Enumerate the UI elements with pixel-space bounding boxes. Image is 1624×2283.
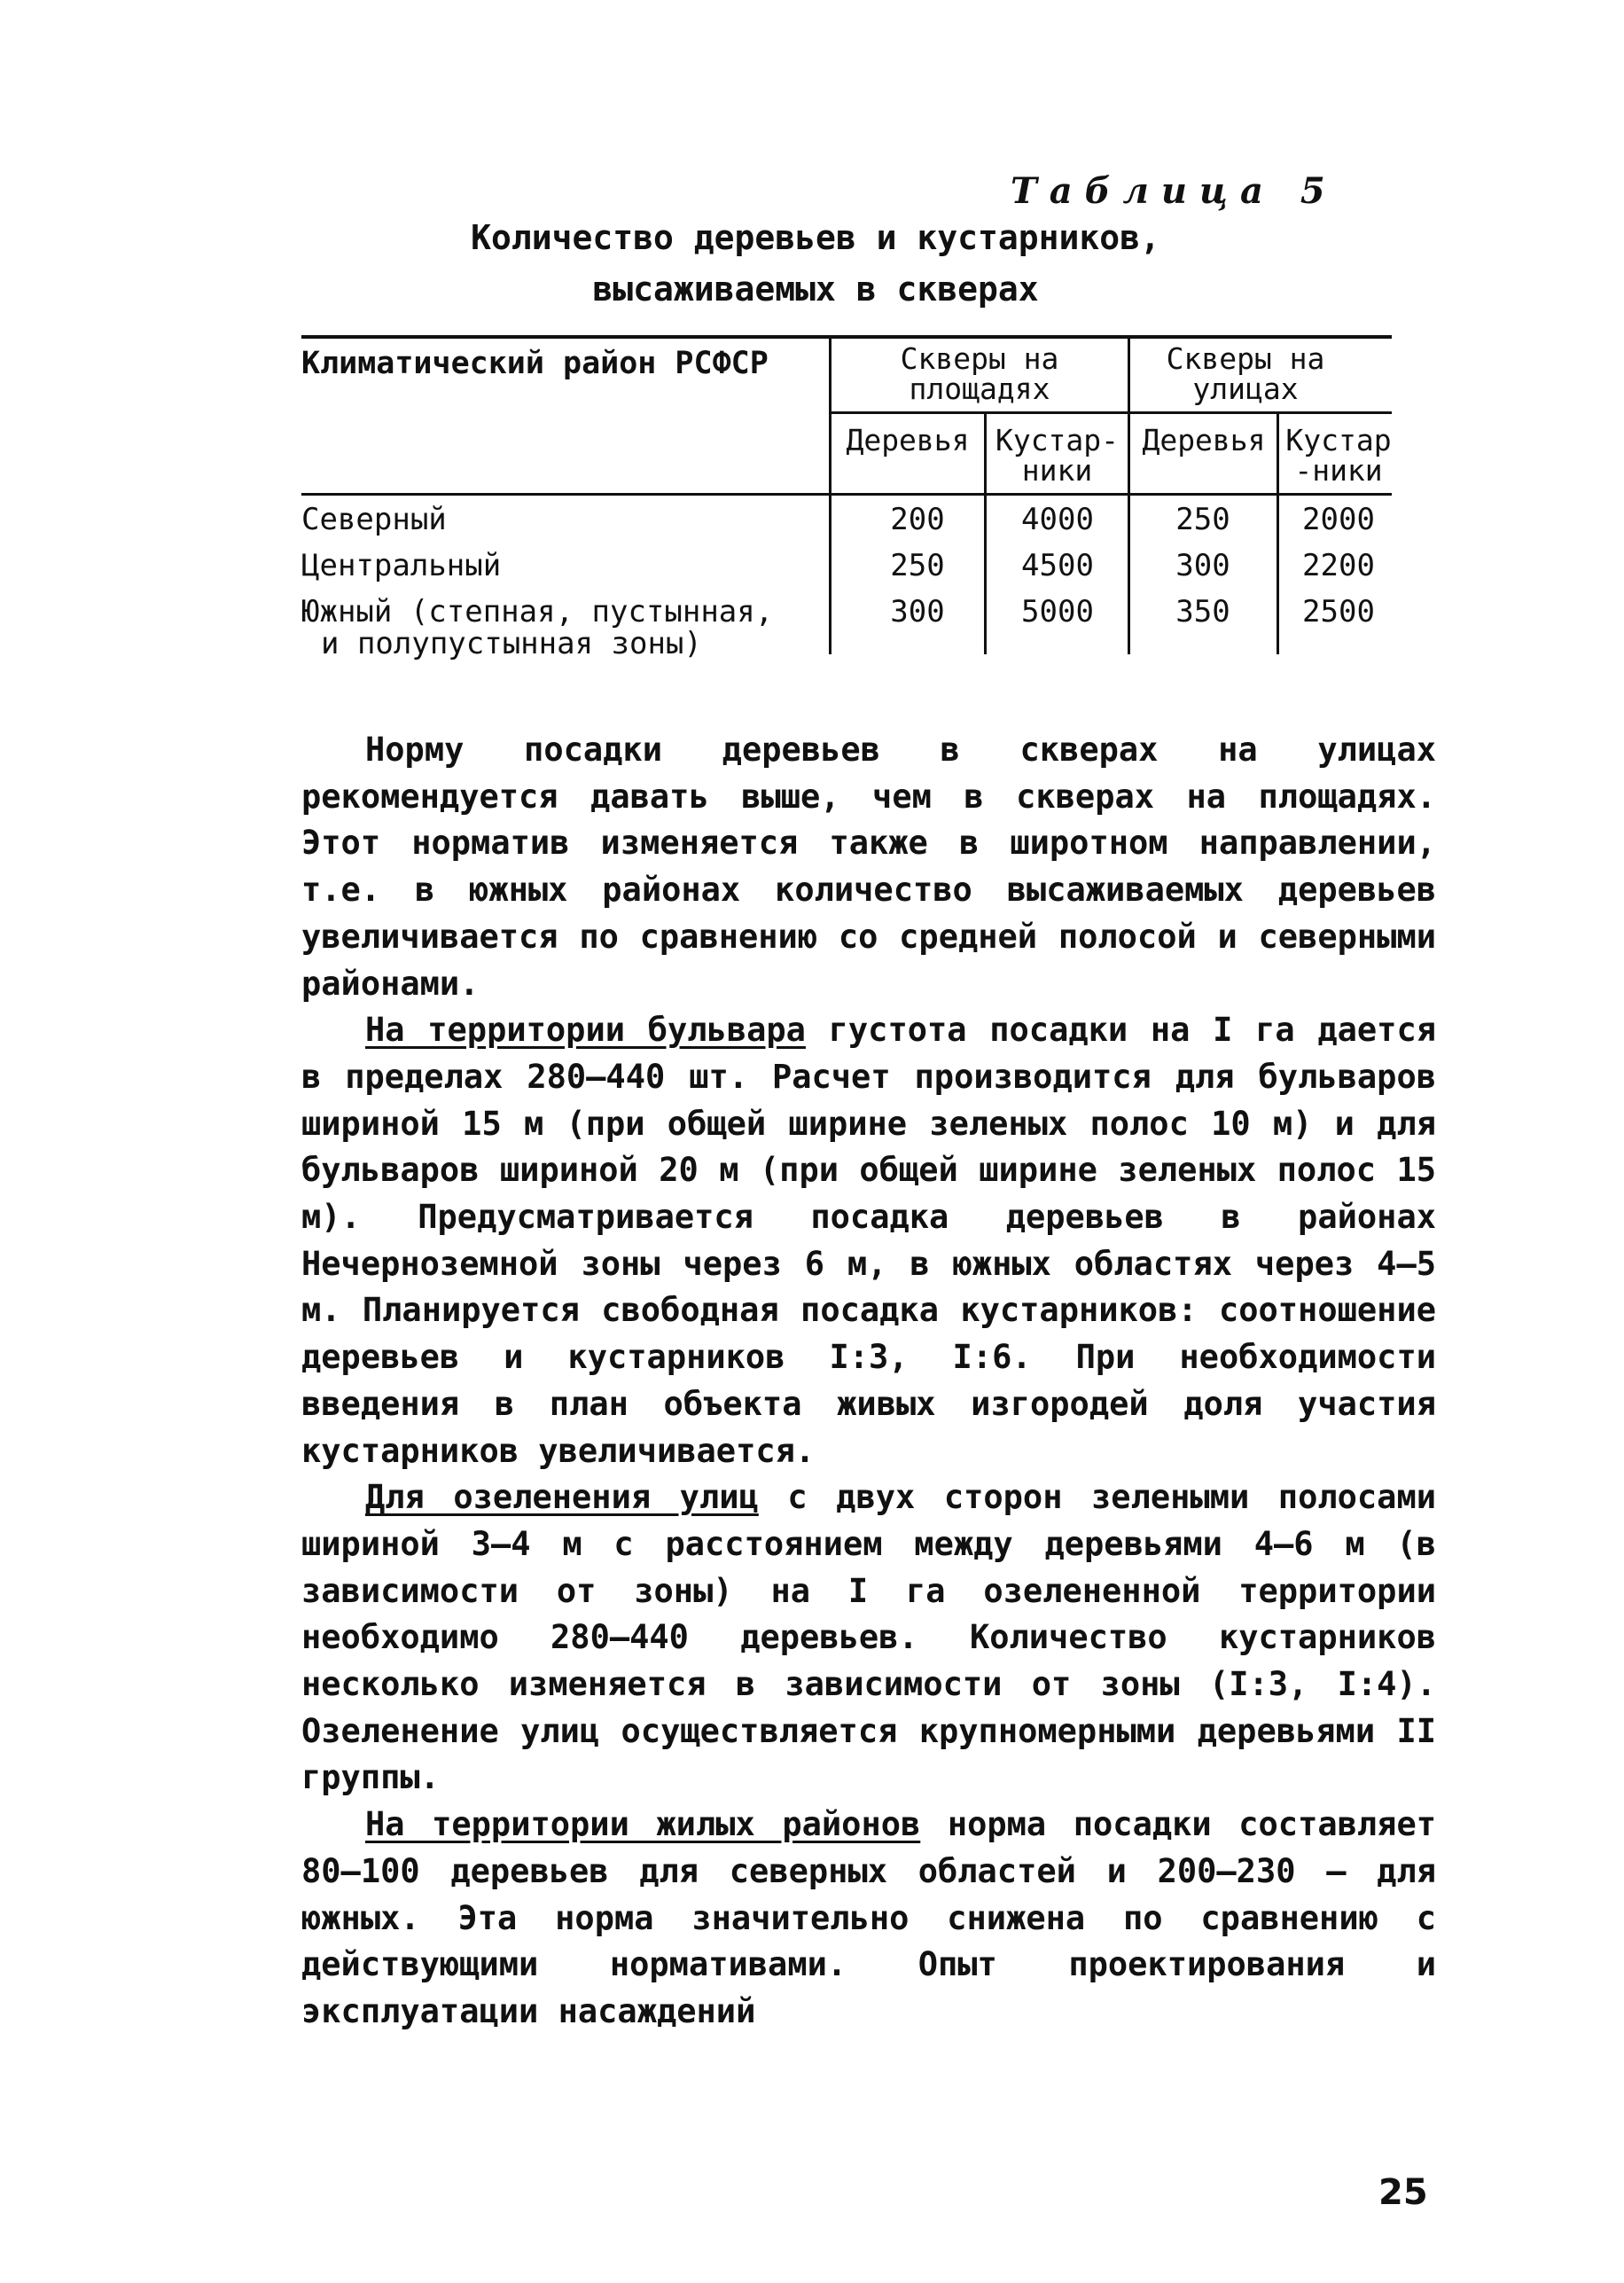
table-cell: 200 xyxy=(890,502,945,537)
table-vrule-2 xyxy=(984,413,987,654)
table-row-region: Южный (степная, пустынная, xyxy=(301,594,774,629)
table-cell: 4500 xyxy=(1021,548,1094,583)
header-squares-on-streets: Скверы на улицах xyxy=(1166,341,1325,406)
table-cell: 4000 xyxy=(1021,502,1094,537)
paragraph-2-lead: На территории бульвара xyxy=(365,1011,806,1050)
table-row-region: Центральный xyxy=(301,548,502,583)
table-vrule-3 xyxy=(1128,335,1130,654)
paragraph-3 xyxy=(301,1474,1436,1802)
page-number: 25 xyxy=(1378,2172,1428,2213)
table-label: Таблица 5 xyxy=(1011,170,1338,212)
paragraph-3-text: с двух сторон зелеными полосами шириной 3–4 м с расстоянием между деревьями 4–6 м (в зависимости от зоны) на I га озелененной территории необходимо 280–440 деревьев. Количество кустарников несколько изменяется в зависимости от зоны (I:3, I:4). Озеленение улиц осуществляется крупномерными деревьями II группы. xyxy=(301,1478,1436,1797)
subheader-shrubs-2: Кустар-ники xyxy=(1285,423,1392,488)
table-cell: 250 xyxy=(890,548,945,583)
subheader-trees-2: Деревья xyxy=(1142,423,1266,457)
table-vrule-1 xyxy=(829,335,832,654)
table-cell: 5000 xyxy=(1021,594,1094,629)
table-cell: 250 xyxy=(1175,502,1230,537)
table-row-region: Северный xyxy=(301,502,447,537)
header-squares-on-plazas: Скверы на площадях xyxy=(900,341,1059,406)
paragraph-1: Норму посадки деревьев в скверах на улицах рекомендуется давать выше, чем в скверах на площадях. Этот норматив изменяется также в широтном направлении, т.е. в южных районах количество высаживаемых деревьев увеличивается по сравнению со средней полосой и северными районами. xyxy=(301,731,1436,1003)
table-cell: 2200 xyxy=(1302,548,1375,583)
table-header-rule xyxy=(301,493,1392,496)
header-region: Климатический район РСФСР xyxy=(301,346,769,381)
table-cell: 2500 xyxy=(1302,594,1375,629)
table-group-rule xyxy=(829,411,1392,414)
table-cell: 300 xyxy=(1175,548,1230,583)
paragraph-2-text: густота посадки на I га дается в пределах 280–440 шт. Расчет производится для бульваров шириной 15 м (при общей ширине зеленых полос 10 м) и для бульваров шириной 20 м (при общей ширине зеленых полос 15 м). Предусматривается посадка деревьев в районах Нечерноземной зоны через 6 м, в южных областях через 4–5 м. Планируется свободная посадка кустарников: соотношение деревьев и кустарников I:3, I:6. При необходимости введения в план объекта живых изгородей доля участия кустарников увеличивается. xyxy=(301,1011,1436,1470)
table-row-region-continued: и полупустынная зоны) xyxy=(321,626,702,661)
body-text xyxy=(301,727,1436,2036)
table-cell: 350 xyxy=(1175,594,1230,629)
paragraph-4-text: норма посадки составляет 80–100 деревьев для северных областей и 200–230 – для южных. Эта норма значительно снижена по сравнению с действующими нормативами. Опыт проектирования и эксплуатации насаждений xyxy=(301,1805,1436,2030)
table-title-line-1: Количество деревьев и кустарников, xyxy=(471,218,1160,257)
table-cell: 300 xyxy=(890,594,945,629)
subheader-shrubs-1: Кустар-ники xyxy=(995,423,1120,488)
paragraph-4 xyxy=(301,1802,1436,2036)
paragraph-4-lead: На территории жилых районов xyxy=(365,1805,921,1844)
table-cell: 2000 xyxy=(1302,502,1375,537)
paragraph-2 xyxy=(301,1007,1436,1474)
table-title-line-2: высаживаемых в скверах xyxy=(592,270,1039,309)
table-top-rule xyxy=(301,335,1392,339)
subheader-trees-1: Деревья xyxy=(846,423,970,457)
paragraph-3-lead: Для озеленения улиц xyxy=(365,1478,759,1517)
